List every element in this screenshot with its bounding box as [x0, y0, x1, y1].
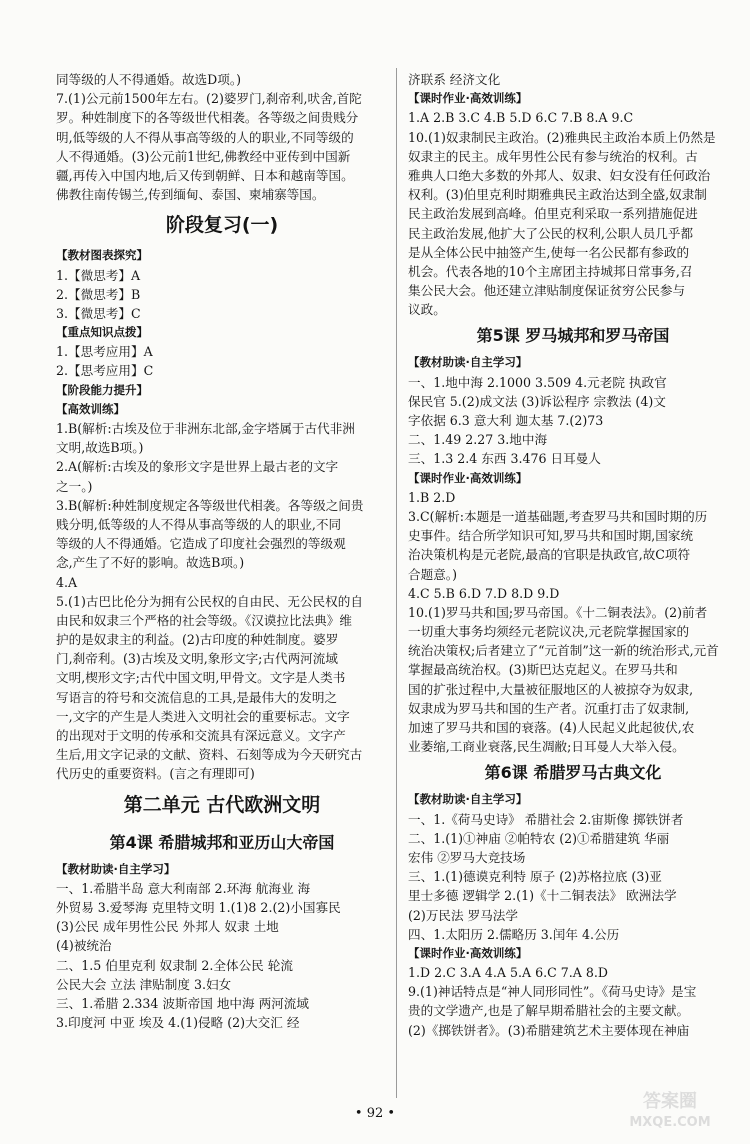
text-line: 统治决策权;后者建立了“元首制”这一新的统治形式,元首 [408, 643, 719, 659]
section-tag: 【教材助读·自主学习】 [56, 861, 176, 876]
text-line: 7.(1)公元前1500年左右。(2)婆罗门,刹帝利,吠舍,首陀 [56, 91, 362, 107]
section-tag: 【教材助读·自主学习】 [408, 355, 528, 370]
section-tag: 【课时作业·高效训练】 [408, 470, 528, 485]
text-line: 罗。种姓制度下的各等级世代相袭。各等级之间贵贱分 [56, 110, 359, 126]
text-line: 佛教往南传锡兰,传到缅甸、泰国、柬埔寨等国。 [56, 187, 325, 203]
section-heading: 第4课 希腊城邦和亚历山大帝国 [109, 832, 335, 852]
text-line: 的出现对于文明的传承和交流具有深远意义。文字产 [56, 728, 346, 743]
text-line: 1.B 2.D [408, 489, 456, 505]
section-tag: 【教材助读·自主学习】 [408, 792, 528, 807]
text-line: 10.(1)奴隶制民主政治。(2)雅典民主政治本质上仍然是 [408, 129, 716, 145]
text-line: 民主政治发展,他扩大了公民的权利,公职人员几乎都 [408, 225, 694, 241]
text-line: 同等级的人不得通婚。故选D项。) [56, 72, 242, 87]
text-line: 议政。 [408, 302, 446, 318]
text-line: 代历史的重要资料。(言之有理即可) [56, 766, 255, 782]
watermark-logo [610, 1090, 730, 1140]
text-line: 权利。(3)伯里克利时期雅典民主政治达到全盛,奴隶制 [408, 187, 707, 203]
text-line: 2.【微思考】B [56, 286, 141, 302]
text-line: 保民官 5.(2)成文法 (3)诉讼程序 宗教法 (4)文 [408, 393, 666, 409]
text-line: 4.C 5.B 6.D 7.D 8.D 9.D [408, 585, 560, 601]
left-column [56, 70, 388, 1032]
text-line: 掌握最高统治权。(3)斯巴达克起义。在罗马共和 [408, 662, 678, 678]
text-line: 一、1.地中海 2.1000 3.509 4.元老院 执政官 [408, 374, 667, 390]
watermark-line2: MXQE.COM [629, 1115, 711, 1130]
text-line: 二、1.49 2.27 3.地中海 [408, 432, 548, 448]
text-line: 10.(1)罗马共和国;罗马帝国。《十二铜表法》。(2)前者 [408, 604, 708, 620]
text-line: 1.【微思考】A [56, 267, 141, 283]
text-line: 等级的人不得通婚。它造成了印度社会强烈的等级观 [56, 536, 346, 552]
text-line: (2)万民法 罗马法学 [408, 907, 518, 923]
text-line: 1.B(解析:古埃及位于非洲东北部,金字塔属于古代非洲 [56, 421, 355, 436]
text-line: 之一。) [56, 478, 93, 494]
text-line: 9.(1)神话特点是“神人同形同性”。《荷马史诗》是宝 [408, 984, 697, 1000]
page-number: • 92 • [354, 1106, 396, 1121]
text-line: 民主政治发展到高峰。伯里克利采取一系列措施促进 [408, 206, 698, 222]
text-line: 四、1.太阳历 2.儒略历 3.闰年 4.公历 [408, 926, 620, 942]
text-line: 3.印度河 中亚 埃及 4.(1)侵略 (2)大交汇 经 [56, 1015, 300, 1031]
text-line: 外贸易 3.爱琴海 克里特文明 1.(1)8 2.(2)小国寡民 [56, 899, 341, 915]
text-line: 门,刹帝利。(3)古埃及文明,象形文字;古代两河流域 [56, 651, 338, 667]
section-tag: 【高效训练】 [56, 401, 125, 416]
column-divider [396, 68, 397, 1098]
text-line: 一切重大事务均须经元老院议决,元老院掌握国家的 [408, 624, 690, 640]
text-line: 文明,楔形文字;古代中国文明,甲骨文。文字是人类书 [56, 670, 346, 686]
watermark-line1: 答案圈 [643, 1091, 697, 1112]
text-line: 由民和奴隶三个严格的社会等级。《汉谟拉比法典》维 [56, 612, 352, 628]
text-line: 人不得通婚。(3)公元前1世纪,佛教经中亚传到中国新 [56, 148, 351, 164]
text-line: 里士多德 逻辑学 2.(1)《十二铜表法》 欧洲法学 [408, 888, 677, 904]
text-line: 写语言的符号和交流信息的工具,是最伟大的发明之 [56, 689, 338, 705]
text-line: 1.D 2.C 3.A 4.A 5.A 6.C 7.A 8.D [408, 965, 608, 981]
text-line: 奴隶主的民主。成年男性公民有参与统治的权利。古 [408, 148, 698, 164]
text-line: 治决策机构是元老院,最高的官职是执政官,故C项符 [408, 547, 691, 563]
text-line: 济联系 经济文化 [408, 72, 501, 87]
text-line: 国的扩张过程中,大量被征服地区的人被掠夺为奴隶, [408, 681, 694, 697]
right-column [408, 70, 738, 1040]
text-line: 生后,用文字记录的文献、资料、石刻等成为今天研究古 [56, 747, 363, 763]
section-heading: 第5课 罗马城邦和罗马帝国 [476, 326, 670, 346]
text-line: (2)《掷铁饼者》。(3)希腊建筑艺术主要体现在神庙 [408, 1022, 690, 1038]
section-tag: 【课时作业·高效训练】 [408, 945, 528, 960]
text-line: 三、1.希腊 2.334 波斯帝国 地中海 两河流域 [56, 995, 309, 1011]
text-line: 一、1.《荷马史诗》 希腊社会 2.宙斯像 掷铁饼者 [408, 811, 684, 827]
text-line: 文明,故选B项。) [56, 440, 144, 456]
text-line: 1.A 2.B 3.C 4.B 5.D 6.C 7.B 8.A 9.C [408, 110, 634, 126]
text-line: 公民大会 立法 津贴制度 3.妇女 [56, 976, 232, 992]
text-line: 贱分明,低等级的人不得从事高等级的人的职业,不同 [56, 516, 342, 532]
text-line: 奴隶成为罗马共和国的生产者。沉重打击了奴隶制, [408, 700, 690, 716]
text-line: 业萎缩,工商业衰落,民生凋敝;日耳曼人大举入侵。 [408, 739, 685, 755]
text-line: 护的是奴隶主的利益。(2)古印度的种姓制度。婆罗 [56, 632, 339, 648]
section-heading: 第6课 希腊罗马古典文化 [484, 763, 662, 783]
section-tag: 【重点知识点拨】 [56, 325, 148, 340]
text-line: 1.【思考应用】A [56, 344, 153, 360]
text-line: 明,低等级的人不得从事高等级的人的职业,不同等级的 [56, 129, 354, 145]
text-line: 一,文字的产生是人类进入文明社会的重要标志。文字 [56, 708, 350, 724]
text-line: 3.C(解析:本题是一道基础题,考查罗马共和国时期的历 [408, 508, 708, 524]
text-line: 疆,再传入中国内地,后又传到朝鲜、日本和越南等国。 [56, 167, 354, 183]
text-line: 一、1.希腊半岛 意大利南部 2.环海 航海业 海 [56, 880, 311, 896]
text-line: 雅典人口绝大多数的外邦人、奴隶、妇女没有任何政治 [408, 167, 711, 183]
text-line: 3.【微思考】C [56, 305, 141, 321]
text-line: 2.A(解析:古埃及的象形文字是世界上最古老的文字 [56, 459, 339, 475]
text-line: (4)被统治 [56, 938, 112, 954]
text-line: 三、1.(1)德谟克利特 原子 (2)苏格拉底 (3)亚 [408, 869, 662, 885]
text-line: (3)公民 成年男性公民 外邦人 奴隶 土地 [56, 919, 279, 935]
text-line: 史事件。结合所学知识可知,罗马共和国时期,国家统 [408, 528, 694, 544]
text-line: 宏伟 ②罗马大竞技场 [408, 849, 526, 865]
text-line: 二、1.5 伯里克利 奴隶制 2.全体公民 轮流 [56, 957, 293, 973]
text-line: 念,产生了不好的影响。故选B项。) [56, 555, 245, 571]
text-line: 是从全体公民中抽签产生,使每一名公民都有参政的 [408, 244, 690, 260]
text-line: 机会。代表各地的10个主席团主持城邦日常事务,召 [408, 263, 693, 279]
text-line: 2.【思考应用】C [56, 363, 154, 379]
text-line: 5.(1)古巴比伦分为拥有公民权的自由民、无公民权的自 [56, 593, 363, 609]
text-line: 加速了罗马共和国的衰落。(4)人民起义此起彼伏,农 [408, 720, 695, 735]
text-line: 合题意。) [408, 566, 457, 582]
text-line: 三、1.3 2.4 东西 3.476 日耳曼人 [408, 451, 601, 467]
text-line: 字依据 6.3 意大利 迦太基 7.(2)73 [408, 413, 604, 428]
text-line: 贵的文学遗产,也是了解早期希腊社会的主要文献。 [408, 1003, 690, 1019]
text-line: 4.A [56, 574, 78, 590]
text-line: 集公民大会。他还建立津贴制度保证贫穷公民参与 [408, 283, 686, 299]
section-heading: 阶段复习(一) [165, 214, 279, 237]
section-tag: 【阶段能力提升】 [56, 382, 148, 397]
section-tag: 【教材图表探究】 [56, 248, 148, 263]
text-line: 3.B(解析:种姓制度规定各等级世代相袭。各等级之间贵 [56, 497, 364, 513]
text-line: 二、1.(1)①神庙 ②帕特农 (2)①希腊建筑 华丽 [408, 830, 670, 846]
section-tag: 【课时作业·高效训练】 [408, 91, 528, 106]
section-heading: 第二单元 古代欧洲文明 [123, 793, 321, 816]
